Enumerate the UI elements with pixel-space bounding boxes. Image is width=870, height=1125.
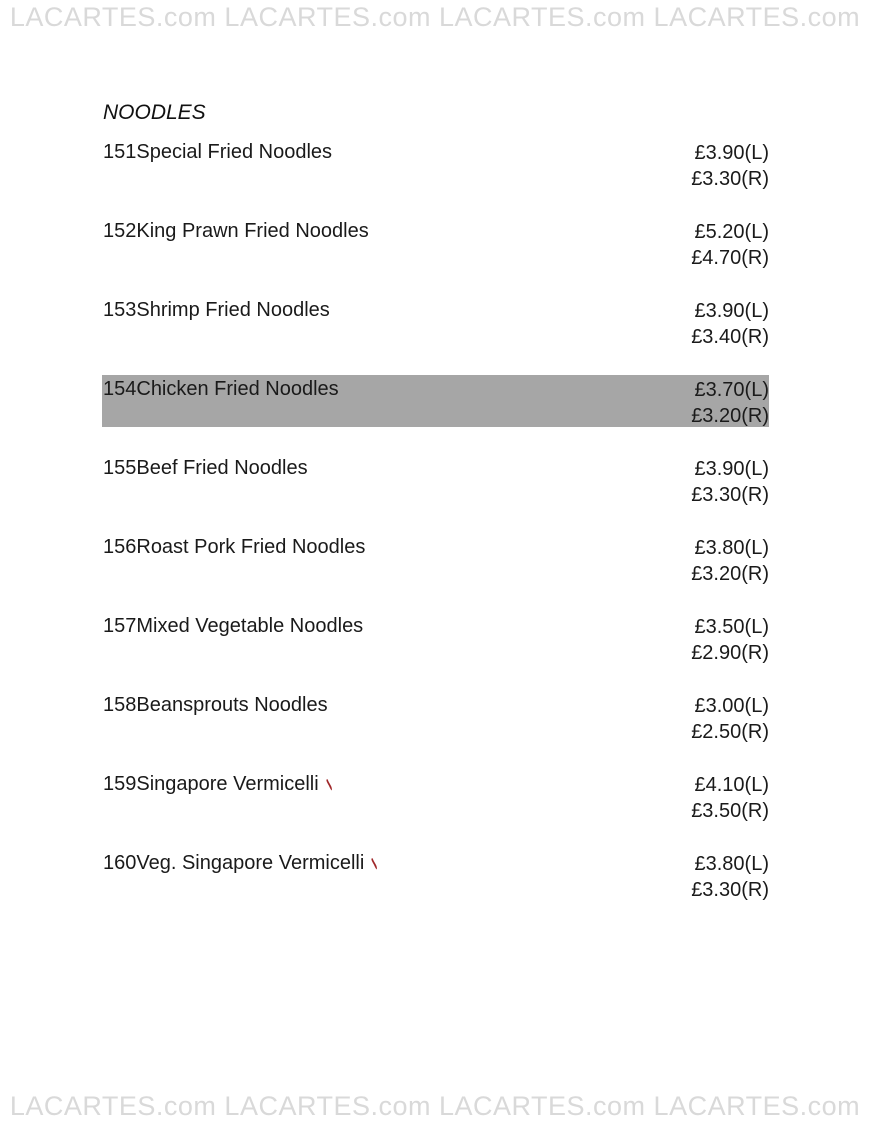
item-name [103,456,308,480]
item-name-text: 155Beef Fried Noodles [103,457,308,479]
menu-item [102,217,769,296]
watermark-top: LACARTES.com LACARTES.com LACARTES.com LACARTES.com [9,2,861,32]
price-large: £3.80(L) [694,537,769,559]
item-name [103,614,363,638]
item-prices [691,219,769,271]
item-name [103,377,339,401]
menu-item-body [102,770,769,822]
menu-item-body [102,296,769,348]
menu-item [102,849,769,928]
item-prices [691,377,769,429]
menu-item-body [102,533,769,585]
menu-item [102,533,769,612]
item-prices [691,456,769,508]
item-name [103,140,332,164]
price-regular: £3.30(R) [691,168,769,190]
price-large: £3.00(L) [694,695,769,717]
menu-item-body [102,849,769,901]
item-name-text: 157Mixed Vegetable Noodles [103,615,364,637]
price-large: £3.70(L) [694,379,769,401]
menu-item [102,296,769,375]
price-regular: £3.20(R) [691,405,769,427]
price-regular: £2.50(R) [691,721,769,743]
price-large: £3.80(L) [694,853,769,875]
item-name-text: 153Shrimp Fried Noodles [103,299,330,321]
menu-item-body [102,217,769,269]
menu-item-body [102,612,769,664]
price-large: £5.20(L) [694,221,769,243]
menu-item-highlighted [102,375,769,454]
menu-item-body [102,138,769,190]
item-name [103,851,378,875]
watermark-bottom: LACARTES.com LACARTES.com LACARTES.com LACARTES.com [9,1091,861,1121]
price-large: £3.50(L) [694,616,769,638]
chili-pepper-icon [325,779,333,791]
menu-list [102,138,769,928]
menu-item-body [102,375,769,427]
section-title: NOODLES [103,101,206,124]
item-prices [691,693,769,745]
item-name-text: 158Beansprouts Noodles [103,694,328,716]
price-regular: £3.40(R) [691,326,769,348]
menu-item-body [102,454,769,506]
item-name-text: 151Special Fried Noodles [103,141,333,163]
price-regular: £2.90(R) [691,642,769,664]
item-name-text: 156Roast Pork Fried Noodles [103,536,366,558]
item-name-text: 154Chicken Fried Noodles [103,378,339,400]
price-large: £3.90(L) [694,300,769,322]
menu-item [102,691,769,770]
chili-pepper-icon [370,858,378,870]
item-prices [691,535,769,587]
item-prices [691,298,769,350]
menu-item [102,454,769,533]
item-name-text: 152King Prawn Fried Noodles [103,220,369,242]
price-regular: £4.70(R) [691,247,769,269]
menu-item-body [102,691,769,743]
menu-item [102,138,769,217]
item-prices [691,614,769,666]
item-name-text: 160Veg. Singapore Vermicelli [103,852,365,874]
item-name [103,772,333,796]
menu-item [102,612,769,691]
item-prices [691,140,769,192]
price-regular: £3.20(R) [691,563,769,585]
price-large: £3.90(L) [694,458,769,480]
item-name-text: 159Singapore Vermicelli [103,773,319,795]
item-name [103,693,328,717]
item-prices [691,772,769,824]
price-large: £3.90(L) [694,142,769,164]
item-name [103,298,330,322]
item-name [103,535,365,559]
item-name [103,219,369,243]
price-large: £4.10(L) [694,774,769,796]
menu-item [102,770,769,849]
item-prices [691,851,769,903]
price-regular: £3.30(R) [691,879,769,901]
price-regular: £3.50(R) [691,800,769,822]
price-regular: £3.30(R) [691,484,769,506]
